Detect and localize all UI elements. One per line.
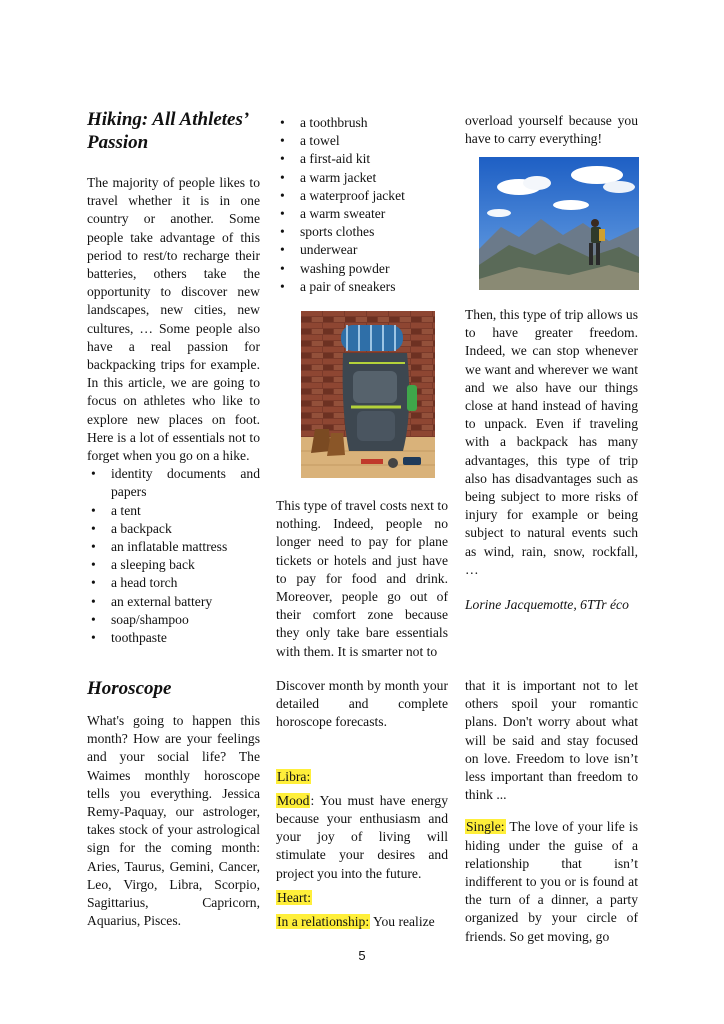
mood-paragraph [276, 792, 448, 883]
horoscope-col3-paragraph: that it is important not to let others spoil your romantic plans. Don't worry about what will be said and stay focused on love. Freedom to love isn’t less important than freedom to think ... [465, 678, 638, 803]
horoscope-col2-intro: Discover month by month your detailed and complete horoscope forecasts. [276, 678, 448, 730]
hiking-column-3-top [465, 112, 638, 148]
backpack-photo [301, 311, 435, 478]
hiking-column-3-text [465, 306, 638, 614]
single-label: Single: [466, 819, 505, 835]
list-item: • a pair of sneakers [276, 278, 448, 296]
hiking-col3-paragraph: Then, this type of trip allows us to have greater freedom. Indeed, we can stop whenever we want and wherever we want and we also have our things close at hand instead of having to unpack. Even if traveling with a backpack has many advantages, this type of trip also has disadvantages such as being subject to more risks of injury for example or being subject to natural events such as wind, rain, snow, rockfall, … [465, 307, 638, 577]
essentials-list-1 [87, 465, 260, 647]
horoscope-column-1 [87, 677, 260, 930]
hiking-column-2-text [276, 497, 448, 661]
list-item: • washing powder [276, 260, 448, 278]
mountain-illustration [479, 157, 639, 290]
heart-line [276, 889, 448, 907]
list-item: • an inflatable mattress [87, 538, 260, 556]
hiking-intro: The majority of people likes to travel whether it is in one country or another. Some people take advantage of this period to rest/to recharge their batteries, others take the opportunity to discover new landscapes, new cities, new cultures, … Some people also have a real passion for backpacking trips for example. In this article, we are going to focus on athletes who like to explore new places on foot. Here is a lot of essentials not to forget when you go on a hike. [87, 175, 260, 464]
horoscope-title: Horoscope [87, 678, 172, 699]
list-item: • a warm sweater [276, 205, 448, 223]
list-item: • identity documents and papers [87, 465, 260, 501]
list-item: • a warm jacket [276, 169, 448, 187]
horoscope-column-2 [276, 677, 448, 931]
hiking-col3-top: overload yourself because you have to carry everything! [465, 113, 638, 147]
sign-label: Libra: [277, 768, 311, 784]
list-item: • underwear [276, 241, 448, 259]
list-item: • a sleeping back [87, 556, 260, 574]
mood-text: : You must have energy because your enthusiasm and your joy of living will stimulate your desires and project you into the future. [276, 792, 448, 881]
list-item: • a backpack [87, 520, 260, 538]
backpack-illustration [301, 311, 435, 478]
hiking-column-2 [276, 114, 448, 296]
list-item: • a waterproof jacket [276, 187, 448, 205]
mountain-hiker-photo [479, 157, 639, 290]
heart-label: Heart: [277, 889, 311, 905]
list-item: • a toothbrush [276, 114, 448, 132]
list-item: • a tent [87, 502, 260, 520]
list-item: • a first-aid kit [276, 150, 448, 168]
list-item: • sports clothes [276, 223, 448, 241]
hiking-col2-paragraph: This type of travel costs next to nothing. Indeed, people no longer need to pay for plane tickets or hotels and just have to pay for food and drink. Moreover, people go out of their comfort zone because they only take bare essentials with them. It is smarter not to [276, 498, 448, 659]
relationship-paragraph [276, 913, 448, 931]
hiking-column-1 [87, 108, 260, 647]
sign-line [276, 768, 448, 786]
horoscope-intro: What's going to happen this month? How are your feelings and your social life? The Waimes monthly horoscope tells you everything. Jessica Remy-Paquay, our astrologer, takes stock of your astrological sign for the coming month: Aries, Taurus, Gemini, Cancer, Leo, Virgo, Libra, Scorpio, Sagittarius, Capricorn, Aquarius, Pisces. [87, 713, 260, 929]
relationship-text: You realize [370, 914, 435, 930]
essentials-list-2 [276, 114, 448, 296]
list-item: • an external battery [87, 593, 260, 611]
list-item: • a head torch [87, 574, 260, 592]
single-text: The love of your life is hiding under the guise of a relationship that isn’t indifferent to you or is found at the turn of a dinner, a party organized by your circle of friends. So get moving, go [465, 819, 638, 944]
hiking-title: Hiking: All Athletes’ Passion [87, 109, 248, 153]
page-number: 5 [358, 948, 366, 963]
mood-label: Mood [277, 792, 310, 808]
list-item: • a towel [276, 132, 448, 150]
list-item: • toothpaste [87, 629, 260, 647]
relationship-label: In a relationship: [277, 914, 370, 930]
horoscope-column-3 [465, 677, 638, 946]
list-item: • soap/shampoo [87, 611, 260, 629]
article-signature: Lorine Jacquemotte, 6TTr éco [465, 597, 629, 613]
single-paragraph [465, 818, 638, 945]
